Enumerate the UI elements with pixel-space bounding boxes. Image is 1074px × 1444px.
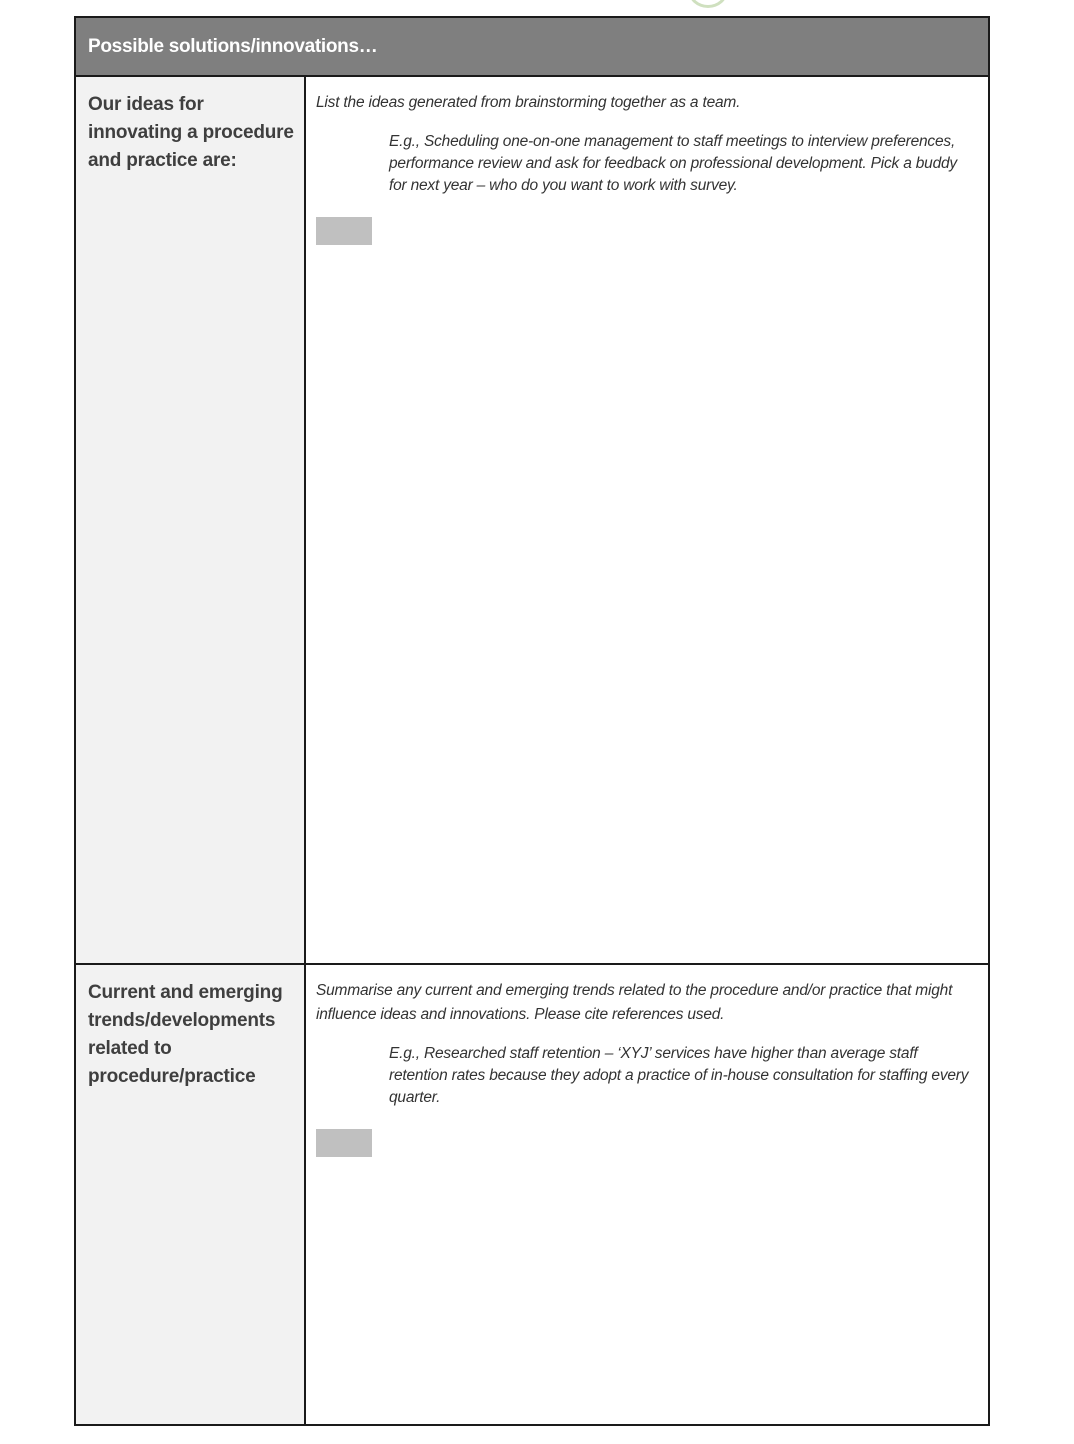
ideas-content-cell xyxy=(306,77,988,963)
trends-instruction: Summarise any current and emerging trends related to the procedure and/or practice that might influence ideas and innovations. Please cite references used. xyxy=(316,982,953,1023)
trends-label: Current and emerging trends/developments related to procedure/practice xyxy=(88,982,283,1087)
ideas-label: Our ideas for innovating a procedure and practice are: xyxy=(88,94,294,171)
trends-label-cell xyxy=(76,965,306,1424)
trends-row xyxy=(76,965,988,1424)
solutions-table xyxy=(74,16,990,1426)
ideas-label-cell xyxy=(76,77,306,963)
trends-text-field[interactable] xyxy=(316,1129,372,1157)
table-header-title: Possible solutions/innovations… xyxy=(88,35,378,57)
ideas-instruction: List the ideas generated from brainstorming together as a team. xyxy=(316,94,741,111)
ideas-text-field[interactable] xyxy=(316,217,372,245)
trends-example: E.g., Researched staff retention – ‘XYJ’ services have higher than average staff retention rates because they adopt a practice of in-house consultation for staffing every quarter. xyxy=(389,1045,969,1106)
trends-content-cell xyxy=(306,965,988,1424)
ideas-row xyxy=(76,77,988,965)
table-header xyxy=(76,18,988,77)
ideas-example: E.g., Scheduling one-on-one management to staff meetings to interview preferences, performance review and ask for feedback on professional development. Pick a buddy for next year – who do you want to work with survey. xyxy=(389,133,957,194)
logo-arc-decoration xyxy=(688,0,728,8)
